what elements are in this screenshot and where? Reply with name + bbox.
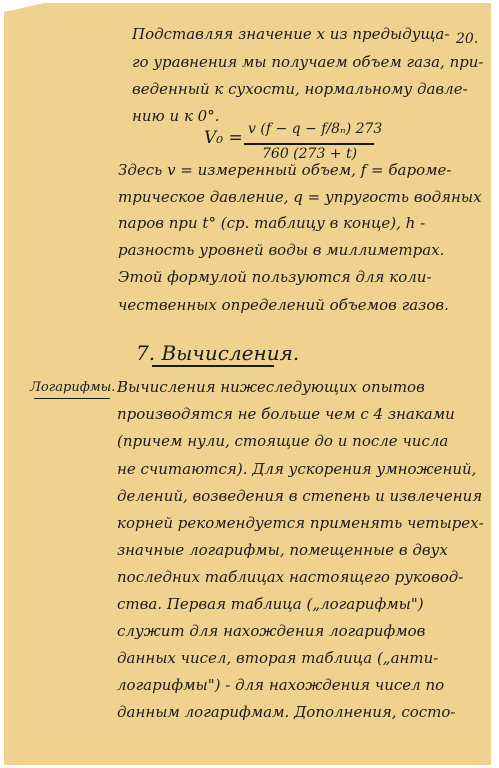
text-line: логарифмы") - для нахождения чисел по — [117, 676, 445, 694]
document-page — [4, 3, 491, 765]
section-heading: 7. Вычисления. — [136, 341, 300, 365]
torn-corner — [4, 3, 44, 12]
text-line: разность уровней воды в миллиметрах. — [118, 241, 445, 259]
text-line: производятся не больше чем с 4 знаками — [117, 405, 455, 423]
formula-lhs: V₀ = — [204, 128, 243, 148]
text-line: Этой формулой пользуются для коли- — [118, 268, 432, 286]
heading-underline — [152, 365, 274, 367]
text-line: Вычисления нижеследующих опытов — [117, 378, 425, 396]
text-line: паров при t° (ср. таблицу в конце), h - — [118, 214, 426, 232]
text-line: Подставляя значение x из предыдуща- — [132, 25, 450, 43]
formula-numerator: v (f − q − f/8ₙ) 273 — [248, 121, 383, 137]
margin-label-underline — [34, 398, 110, 399]
text-line: трическое давление, q = упругость водяных — [118, 188, 482, 206]
text-line: последних таблицах настоящего руковод- — [117, 568, 464, 586]
text-line: не считаются). Для ускорения умножений, — [117, 460, 477, 478]
text-line: данных чисел, вторая таблица („анти- — [117, 649, 439, 667]
text-line: чественных определений объемов газов. — [118, 296, 449, 314]
text-line: данным логарифмам. Дополнения, состо- — [117, 703, 456, 721]
text-line: (причем нули, стоящие до и после числа — [117, 432, 449, 450]
text-line: го уравнения мы получаем объем газа, при- — [132, 53, 484, 71]
fraction-bar — [244, 143, 374, 145]
text-line: делений, возведения в степень и извлечения — [117, 487, 483, 505]
text-line: значные логарифмы, помещенные в двух — [117, 541, 448, 559]
text-line: ства. Первая таблица („логарифмы") — [117, 595, 424, 613]
margin-label: Логарифмы. — [30, 380, 116, 395]
text-line: корней рекомендуется применять четырех- — [117, 514, 484, 532]
page-number: 20. — [456, 31, 479, 47]
text-line: служит для нахождения логарифмов — [117, 622, 426, 640]
text-line: веденный к сухости, нормальному давле- — [132, 80, 468, 98]
text-line: Здесь v = измеренный объем, f = баромe- — [118, 161, 452, 179]
text-line: нию и к 0°. — [132, 107, 220, 125]
formula-denominator: 760 (273 + t) — [262, 146, 358, 162]
